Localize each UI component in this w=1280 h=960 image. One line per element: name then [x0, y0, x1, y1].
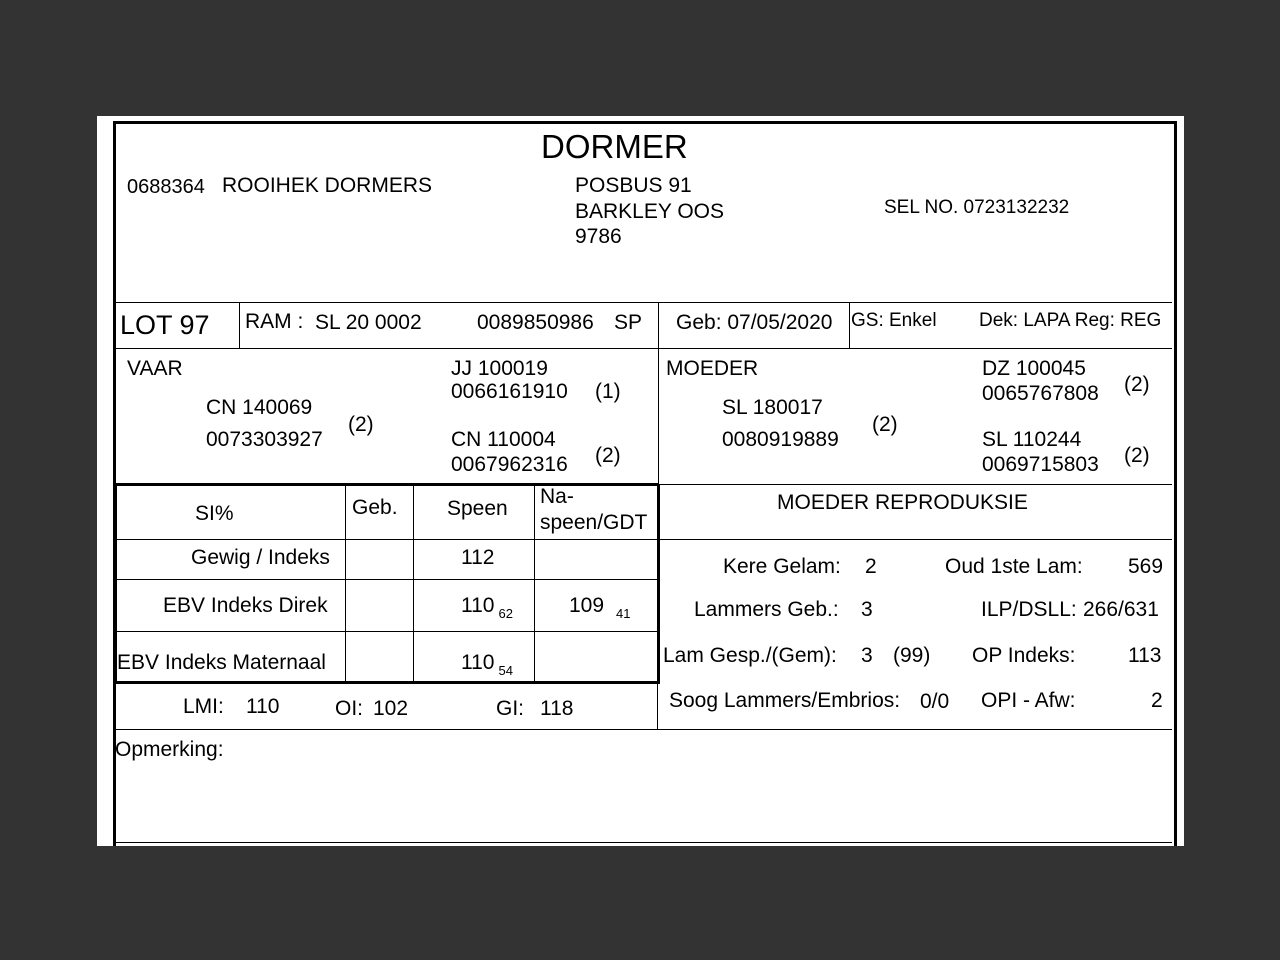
breeder-number: 0688364: [127, 176, 205, 198]
lammers-label: Lammers Geb.:: [694, 598, 839, 621]
gi-value: 118: [540, 697, 574, 720]
sire-sire-id: JJ 100019: [451, 357, 548, 380]
dam-code: (2): [872, 413, 898, 436]
address-line-2: BARKLEY OOS: [575, 200, 725, 223]
dam-sire-id: DZ 100045: [982, 357, 1086, 380]
cell-number: SEL NO. 0723132232: [884, 197, 1070, 218]
dam-registration: 0080919889: [722, 428, 839, 451]
row-ebv-direct-label: EBV Indeks Direk: [163, 594, 328, 617]
lmi-value: 110: [246, 695, 280, 718]
row-weight-label: Gewig / Indeks: [191, 546, 330, 569]
row-ebv-direct-naspeen: 109 $_{41}$: [569, 594, 631, 621]
op-value: 113: [1128, 644, 1162, 667]
breed-title: DORMER: [541, 128, 688, 165]
address-line-1: POSBUS 91: [575, 174, 692, 197]
opi-label: OPI - Afw:: [981, 689, 1076, 712]
dam-dam-code: (2): [1124, 444, 1150, 467]
gs-type: GS: Enkel: [851, 310, 937, 331]
gesp-value: 3: [861, 644, 873, 667]
gesp-label: Lam Gesp./(Gem):: [663, 644, 837, 667]
gem-value: (99): [893, 644, 931, 667]
col-si-header: SI%: [195, 502, 234, 525]
oud-value: 569: [1128, 555, 1164, 578]
dam-sire-registration: 0065767808: [982, 382, 1099, 405]
ram-class: SP: [614, 311, 643, 334]
sire-sire-registration: 0066161910: [451, 380, 568, 403]
sire-dam-id: CN 110004: [451, 428, 556, 451]
ilp-value: 266/631: [1083, 598, 1159, 621]
sire-dam-code: (2): [595, 444, 621, 467]
op-label: OP Indeks:: [972, 644, 1076, 667]
kere-label: Kere Gelam:: [723, 555, 841, 578]
dam-id: SL 180017: [722, 396, 823, 419]
ram-label: RAM :: [245, 310, 304, 333]
dek-reg: Dek: LAPA Reg: REG: [979, 310, 1162, 331]
col-speen-header: Speen: [447, 497, 508, 520]
remarks-label: Opmerking:: [115, 738, 224, 761]
lmi-label: LMI:: [183, 695, 224, 718]
dam-sire-code: (2): [1124, 373, 1150, 396]
sire-code: (2): [348, 413, 374, 436]
lammers-value: 3: [861, 598, 873, 621]
soog-value: 0/0: [920, 690, 950, 713]
col-naspeen-header-2: speen/GDT: [540, 511, 648, 534]
dam-dam-id: SL 110244: [982, 428, 1082, 451]
dam-label: MOEDER: [666, 357, 759, 380]
col-geb-header: Geb.: [352, 496, 398, 519]
oud-label: Oud 1ste Lam:: [945, 555, 1083, 578]
opi-value: 2: [1151, 689, 1163, 712]
sire-registration: 0073303927: [206, 428, 323, 451]
row-ebv-direct-speen: 110 $_{62}$: [461, 594, 513, 621]
breeder-name: ROOIHEK DORMERS: [222, 174, 433, 197]
sire-dam-registration: 0067962316: [451, 453, 568, 476]
sire-label: VAAR: [127, 357, 183, 380]
ram-registration: 0089850986: [477, 311, 594, 334]
dam-dam-registration: 0069715803: [982, 453, 1099, 476]
lot-card: [97, 116, 1184, 846]
soog-label: Soog Lammers/Embrios:: [669, 689, 901, 712]
gi-label: GI:: [496, 697, 525, 720]
row-weight-speen: 112: [461, 546, 495, 569]
birth-date: Geb: 07/05/2020: [676, 311, 833, 334]
oi-value: 102: [373, 697, 409, 720]
row-ebv-maternal-label: EBV Indeks Maternaal: [117, 651, 326, 674]
address-line-3: 9786: [575, 225, 622, 248]
ram-id: SL 20 0002: [315, 311, 422, 334]
sire-id: CN 140069: [206, 396, 313, 419]
col-naspeen-header-1: Na-: [540, 485, 574, 508]
ilp-label: ILP/DSLL:: [981, 598, 1077, 621]
repro-title: MOEDER REPRODUKSIE: [777, 491, 1028, 514]
sire-sire-code: (1): [595, 380, 621, 403]
oi-label: OI:: [335, 697, 364, 720]
lot-number: LOT 97: [120, 310, 210, 340]
row-ebv-maternal-speen: 110 $_{54}$: [461, 651, 513, 678]
kere-value: 2: [865, 555, 877, 578]
